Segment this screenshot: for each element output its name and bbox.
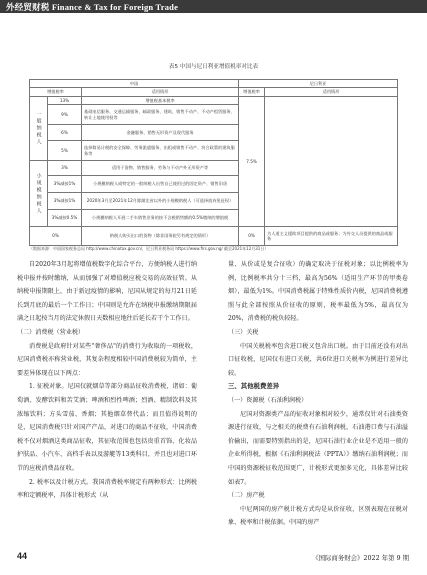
paragraph: 自2020年3月起将增值税数字化综合平台，方便纳税人进行纳税申报并按时缴纳，从而加强了对增值税应税交易的高效征管。从纳税申报期限上，由于新冠疫情的影响，尼国从规定的每月21日延长到月底的最后一个工作日；中国则是允许在纳税申报缴纳期限届满之日起按当月的法定休假日天数相应地往后延长若干个工作日。 [17, 261, 197, 323]
section-heading: （三）关税 [228, 328, 259, 336]
section-heading: 三、其他税费差异 [228, 382, 280, 391]
rate-cell: 3%减按1% [48, 176, 82, 193]
ng-col-rate-header: 增值税率 [239, 88, 265, 97]
rate-cell: 3%减按0.5% [48, 210, 82, 227]
rate-cell: 5% [48, 141, 82, 161]
ng-scope-standard [265, 97, 398, 227]
country-b-header: 尼日利亚 [239, 80, 398, 88]
page-number: 44 [17, 551, 28, 561]
rate-cell: 3%减按1% [48, 193, 82, 210]
paragraph: 2. 税率以及计税方式。我国消费税率规定有两种形式：比例税率和定额税率，具体计税形式（从 [17, 478, 197, 500]
ng-rate-standard: 7.5% [239, 97, 265, 227]
right-text-column [228, 258, 408, 530]
journal-citation: 《国际商务财会》2022 年第 9 期 [312, 554, 409, 562]
rate-cell: 3% [48, 161, 82, 176]
scope-cell: 纳税人购买出口的货物（除非国务院另有规定的情形） [82, 227, 239, 246]
ng-rate-zero: 0% [239, 227, 265, 246]
rate-cell: 13% [48, 97, 82, 105]
scope-cell: 2020年3月至2021年12月除湖北省以外的小规模纳税人（可选择放弃免征权） [82, 193, 239, 210]
country-a-header: 中国 [30, 80, 239, 88]
table-source-note: （数据来源：中国国家税务总局 http://www.chinatax.gov.cn/，尼日利亚税务局 https://www.firs.gov.ng/ 截至2021年12月31日） [29, 246, 269, 251]
paragraph: 1. 征税对象。尼国仅就烟草等部分商品征收消费税，诸如：葡萄酒、发酵饮料和苦艾酒；啤酒和烈性啤酒；烈酒、精制饮料及其浓缩饮料；方头雪茄、香烟；其他烟草替代品；而且值得说明的是，尼国消费税只针对国产产品，对进口的商品不征收，中国消费税不仅对烟酒这类商品征收，其征收范围也包括贵重首饰、化妆品护肤品、小汽车、高档手表以及游艇等13类科目，并且也对进口环节的应税消费品征收。 [17, 383, 197, 472]
ng-col-scope-header: 适用情形 [265, 88, 398, 97]
rate-cell: 0% [30, 227, 82, 246]
small-taxpayer-label: 小规模纳税人 [30, 161, 48, 227]
col-scope-header: 适用情形 [82, 88, 239, 97]
scope-cell: 选择简易计税的安全保障、劳务派遣服务、出租或销售不动产、符合政策的建筑服务等 [82, 141, 239, 161]
section-heading: （一）资源税（石油利润税） [228, 396, 308, 404]
scope-cell: 小规模纳税人开展二手车销售业务的按不含税销售额的0.5%缴纳的增值税 [82, 210, 239, 227]
rate-cell: 9% [48, 105, 82, 125]
paragraph: 尼国对资源类产品的征收对象相对较少，通常仅针对石油类资源进行征收，与之相关的税费有石油利润税、石油港口费与石油溢价输出，而需要特别指出的是，尼国石油行业企业是不适用一般的企业所得税，根据《石油利润税法（PPTA）》缴纳石油利润税；而中国的资源税征收范围更广，计税形式更加多元化，具体差异比较如表7。 [228, 410, 408, 486]
ng-scope-zero: 为人道主义援助项目提供的商品或服务；为外交人员提供的商品或服务 [265, 227, 398, 246]
journal-section-title: 外经贸财税 Finance & Tax for Foreign Trade [6, 2, 179, 12]
scope-cell: 金融服务、销售无形资产及现代服务 [82, 125, 239, 141]
col-rate-header: 增值税率 [30, 88, 82, 97]
scope-cell: 基础电信服务、交通运输服务、邮政服务、建筑、销售不动产、不动产租赁服务、转让土地使用权等 [82, 105, 239, 125]
rate-cell: 6% [48, 125, 82, 141]
paragraph: 消费税是政府针对某些"奢侈品"的消费行为收取的一项税收，尼国消费税亦称营业税，其复杂程度相较中国消费税较为简单，主要差异体现在以下两点： [17, 342, 197, 377]
paragraph: 量、从价或是复合征收）的确定取决于征税对象；以比例税率为例，比例税率共分十三档，最高为56%（适用生产环节的甲类卷烟），最低为1%。中国消费税属于特殊性质价内税，尼国消费税遵照与此全部按照从价征收的原则，税率最低为5%，最高仅为20%，消费税的税负较轻。 [228, 261, 408, 323]
journal-header-bar [0, 0, 427, 13]
vat-comparison-table [29, 79, 398, 246]
left-text-column [17, 258, 197, 503]
paragraph: 中尼两国的房产税计税方式均是从价征收，区别表现在征税对象、税率和计税依据。中国的房产 [228, 505, 408, 527]
table-title: 表5 中国与尼日利亚增值税率对比表 [168, 64, 259, 70]
scope-cell: 适用于货物、销售服务、劳务与不动产外无形资产等 [82, 161, 239, 176]
scope-cell: 增值税基本税率 [82, 97, 239, 105]
paragraph: 中国关税税率包含进口税又包含出口税。由于目前还没有对出口征收税，尼国仅有进口关税，共6位进口关税率为例进行差异比较。 [228, 342, 408, 377]
general-taxpayer-label: 一般纳税人 [30, 97, 48, 161]
scope-cell: 小规模纳税人或特定的一般纳税人出售自己使用过的固定资产、销售旧货 [82, 176, 239, 193]
section-heading: （二）消费税（营业税） [17, 328, 85, 336]
section-heading: （二）房产税 [228, 492, 265, 500]
